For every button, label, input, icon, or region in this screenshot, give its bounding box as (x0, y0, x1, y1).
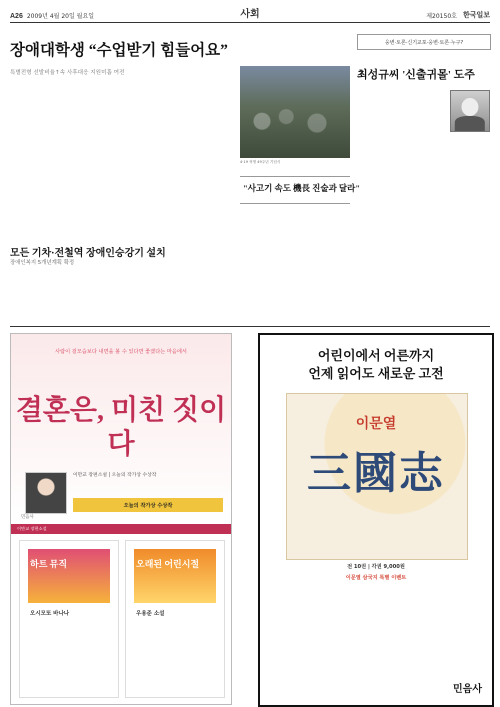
page-date: 2009년 4월 20일 월요일 (26, 13, 95, 20)
page-header-right (426, 10, 490, 20)
ad-right-footer-note (270, 676, 430, 695)
section-title: 사회 (240, 9, 260, 20)
ad-right-book-title: 三國志 (307, 449, 445, 498)
ad-right-author-name: 이문열 (355, 417, 397, 432)
ad-right-price: 전 10권 | 각권 9,000원 (347, 564, 405, 570)
ad-left-copy: 이만교 장편소설 | 오늘의 작가상 수상작 (73, 473, 157, 478)
ad-right-title-line-1: 어린이에서 어른까지 (317, 348, 435, 363)
issue-number: 제20150호 (426, 13, 457, 20)
ad-left-publisher: 민음사 (21, 515, 34, 520)
sidebar-top-tab: 웅변·토론·신기교포·웅변·토론·누구? (357, 34, 491, 50)
book-card-2-text (136, 619, 216, 683)
ad-left-book-card-2 (125, 540, 225, 698)
sidebar-col-1 (357, 90, 443, 315)
book-card-2-title: 오래된 어린시절 (136, 559, 200, 569)
ad-right-brand: 민음사 (453, 684, 482, 695)
book-card-1-text (30, 619, 110, 683)
header-rule (10, 22, 490, 23)
book-card-1-title: 하트 뮤직 (30, 559, 68, 569)
ad-left-top-text: 사람이 겉모습보다 내면을 볼 수 있다면 좋겠다는 마음에서 (55, 349, 187, 355)
middle-left-subline: 장애인복지 5개년계획 확정 (10, 260, 75, 266)
sidebar-headline: 최성규씨 '신출귀몰' 도주 (357, 69, 475, 81)
ad-left-title: 결혼은, 미친 짓이다 (15, 395, 227, 460)
ad-right-title-line-2: 언제 읽어도 새로운 고전 (308, 366, 444, 381)
page-header (10, 6, 490, 20)
middle-left-col-1 (10, 268, 116, 328)
ad-left-author-photo (25, 472, 67, 514)
ad-left-banner: 오늘의 작가상 수상작 (73, 498, 223, 512)
main-article-col-2 (122, 82, 230, 232)
main-headline: 장애대학생 “수업받기 힘들어요” (10, 42, 228, 59)
page-number: A26 (10, 13, 23, 20)
paper-name: 한국일보 (462, 11, 490, 19)
sidebar-col-2 (447, 134, 489, 315)
pullquote: "사고기 속도 機長 진술과 달라" (243, 183, 361, 193)
middle-left-col-2 (122, 268, 230, 328)
middle-left-headline: 모든 기차·전철역 장애인승강기 설치 (10, 248, 166, 259)
ad-right-title (260, 347, 492, 383)
portrait-face (461, 98, 478, 116)
sidebar-portrait (450, 90, 490, 132)
ads-divider-rule (10, 326, 490, 327)
page-header-left (10, 11, 94, 20)
main-subhead: 특별전형 선발비율↑속 사후대응 지원미흡 여전 (10, 70, 125, 76)
book-card-2-subtitle: 우용준 소설 (136, 611, 165, 617)
ceremony-photo (240, 66, 350, 158)
book-card-1-subtitle: 오시모또 바나나 (30, 611, 70, 617)
ad-left-book-card-1 (19, 540, 119, 698)
ad-right-body-text (270, 593, 482, 670)
ad-right-event: 이문열 삼국지 특별 이벤트 (345, 575, 407, 581)
ad-left (10, 333, 232, 705)
portrait-body (455, 116, 485, 131)
ad-right-footer (270, 676, 482, 695)
ad-left-bar: 이만교 장편소설 (11, 524, 231, 534)
main-article-col-1 (10, 82, 116, 232)
photo-caption: 4·19 혁명 49주년 기념식 (240, 160, 281, 164)
ad-right (258, 333, 494, 707)
